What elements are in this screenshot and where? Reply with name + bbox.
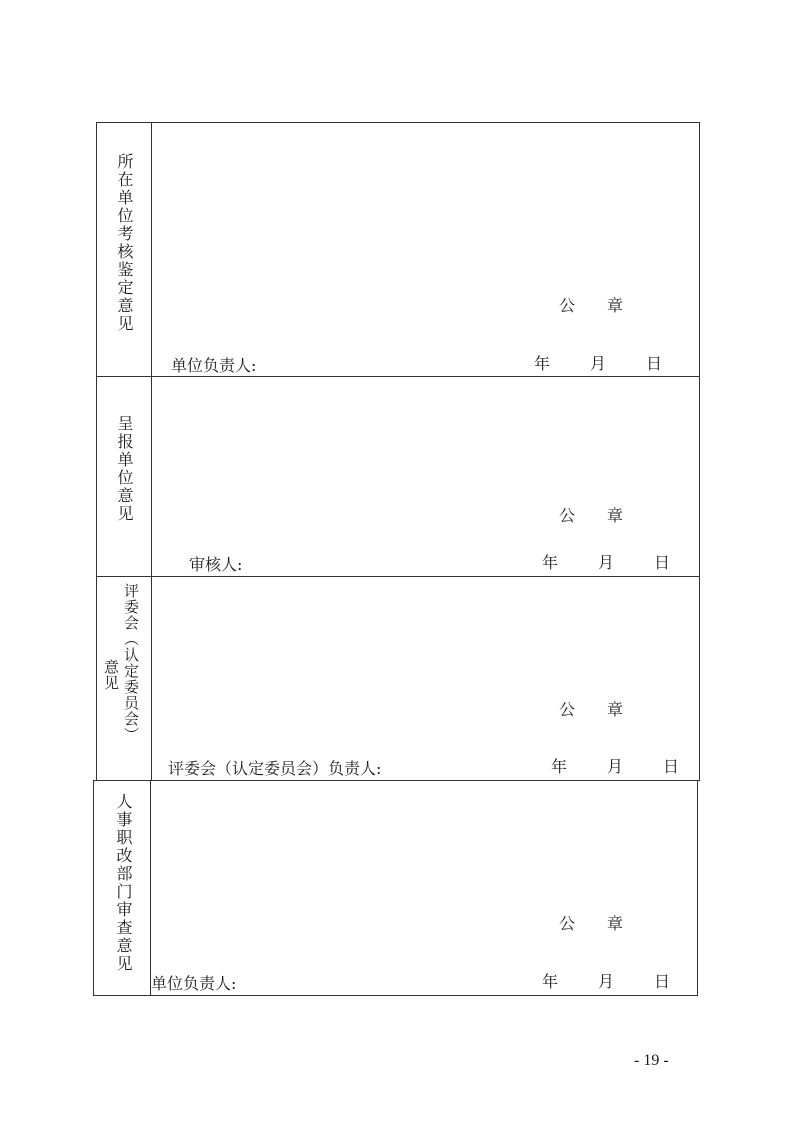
date-day: 日	[646, 354, 663, 373]
section-label: 呈报单位意见	[115, 415, 134, 523]
date-month: 月	[607, 757, 624, 776]
signer-label: 单位负责人:	[151, 974, 237, 993]
page-number: - 19 -	[634, 1052, 669, 1069]
section-label-column	[97, 377, 152, 576]
section-personnel-dept	[93, 780, 698, 996]
section-label-column	[97, 577, 152, 780]
date-year: 年	[542, 972, 559, 991]
date-year: 年	[542, 553, 559, 572]
date-day: 日	[654, 972, 671, 991]
date-year: 年	[551, 757, 568, 776]
seal-label: 公 章	[559, 700, 624, 719]
section-label: 所在单位考核鉴定意见	[115, 153, 134, 333]
seal-label: 公 章	[559, 506, 624, 525]
signer-label: 评委会（认定委员会）负责人:	[168, 759, 382, 778]
date-year: 年	[534, 354, 551, 373]
section-label-line2: 意见	[102, 659, 120, 691]
date-month: 月	[598, 553, 615, 572]
section-label: 人事职改部门审查意见	[114, 793, 133, 973]
section-label-column	[94, 781, 151, 995]
section-unit-assessment	[96, 122, 700, 377]
section-label-column	[97, 123, 152, 376]
signer-label: 单位负责人:	[171, 356, 257, 375]
date-month: 月	[598, 972, 615, 991]
signer-label: 审核人:	[189, 555, 243, 574]
date-day: 日	[663, 757, 680, 776]
section-review-committee	[96, 576, 700, 781]
seal-label: 公 章	[559, 296, 624, 315]
seal-label: 公 章	[559, 914, 624, 933]
section-reporting-unit	[96, 376, 700, 577]
date-day: 日	[654, 553, 671, 572]
date-month: 月	[590, 354, 607, 373]
section-label-line1: 评委会（认定委员会）	[122, 583, 140, 743]
